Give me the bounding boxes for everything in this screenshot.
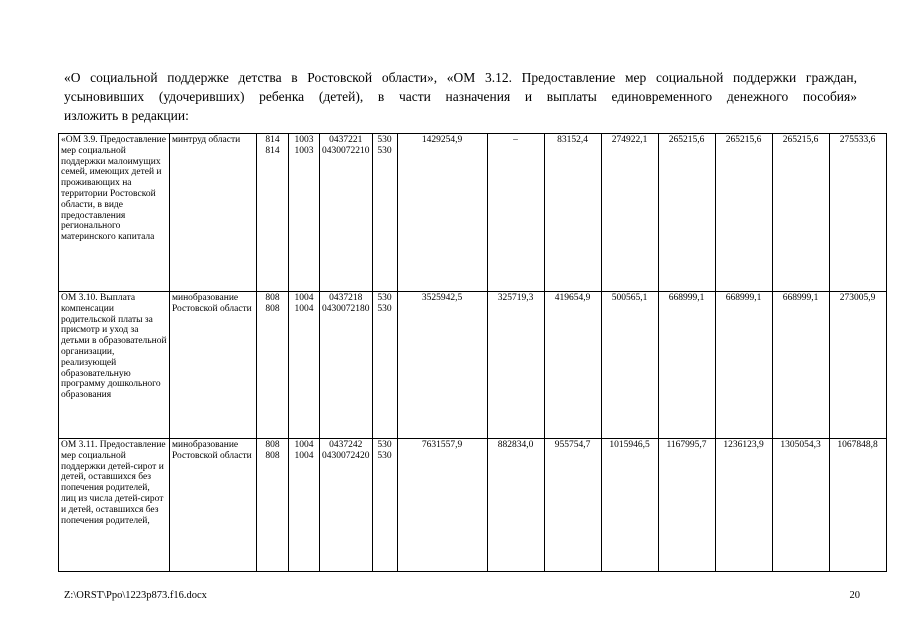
amount-cell: 1067848,8 (829, 439, 886, 572)
amount-cell: 1305054,3 (772, 439, 829, 572)
amount-cell: 7631557,9 (397, 439, 487, 572)
executor: минобразование Ростовской области (170, 292, 257, 439)
amount-cell: 1429254,9 (397, 134, 487, 292)
table-row (59, 134, 887, 292)
page-number: 20 (849, 590, 860, 601)
rzpr-code: 1004 1004 (289, 439, 320, 572)
csr-code: 0437242 0430072420 (320, 439, 373, 572)
measure-name: ОМ 3.10. Выплата компенсации родительской платы за присмотр и уход за детьми в образовательной организации, реализующей образовательную программу дошкольного образования (59, 292, 170, 439)
executor: минтруд области (170, 134, 257, 292)
amount-cell: 419654,9 (544, 292, 601, 439)
amount-cell: 500565,1 (601, 292, 658, 439)
file-path-footer: Z:\ORST\Ppo\1223p873.f16.docx (64, 590, 207, 601)
vr-code: 530 530 (372, 439, 397, 572)
amount-cell: 1236123,9 (715, 439, 772, 572)
measure-name: «ОМ 3.9. Предоставление мер социальной поддержки малоимущих семей, имеющих детей и проживающих на территории Ростовской области, в виде предоставления регионального материнского капитала (59, 134, 170, 292)
amount-cell: 668999,1 (772, 292, 829, 439)
grbs-code: 814 814 (257, 134, 289, 292)
csr-code: 0437221 0430072210 (320, 134, 373, 292)
grbs-code: 808 808 (257, 292, 289, 439)
amount-cell: 83152,4 (544, 134, 601, 292)
amount-cell: 3525942,5 (397, 292, 487, 439)
measure-name: ОМ 3.11. Предоставление мер социальной поддержки детей-сирот и детей, оставшихся без попечения родителей, лиц из числа детей-сирот и детей, оставшихся без попечения родителей, (59, 439, 170, 572)
amount-cell: 882834,0 (487, 439, 544, 572)
vr-code: 530 530 (372, 134, 397, 292)
amount-cell: 265215,6 (715, 134, 772, 292)
intro-line-1: «О социальной поддержке детства в Ростовской области», «ОМ 3.12. Предоставление мер социальной поддержки граждан, (64, 70, 857, 85)
amount-cell: 955754,7 (544, 439, 601, 572)
amount-cell: 265215,6 (658, 134, 715, 292)
program-funding-table (58, 133, 887, 572)
intro-line-3: изложить в редакции: (64, 108, 189, 123)
rzpr-code: 1004 1004 (289, 292, 320, 439)
amount-cell: 1015946,5 (601, 439, 658, 572)
amount-cell: 274922,1 (601, 134, 658, 292)
amount-cell: 668999,1 (658, 292, 715, 439)
amount-cell: 265215,6 (772, 134, 829, 292)
table-row (59, 292, 887, 439)
csr-code: 0437218 0430072180 (320, 292, 373, 439)
rzpr-code: 1003 1003 (289, 134, 320, 292)
executor: минобразование Ростовской области (170, 439, 257, 572)
amendment-intro (64, 68, 857, 125)
vr-code: 530 530 (372, 292, 397, 439)
intro-line-2: усыновивших (удочеривших) ребенка (детей), в части назначения и выплаты единовременного денежного пособия» (64, 89, 857, 104)
amount-cell: 1167995,7 (658, 439, 715, 572)
amount-cell: – (487, 134, 544, 292)
amount-cell: 273005,9 (829, 292, 886, 439)
grbs-code: 808 808 (257, 439, 289, 572)
amount-cell: 325719,3 (487, 292, 544, 439)
table-row (59, 439, 887, 572)
amount-cell: 668999,1 (715, 292, 772, 439)
amount-cell: 275533,6 (829, 134, 886, 292)
